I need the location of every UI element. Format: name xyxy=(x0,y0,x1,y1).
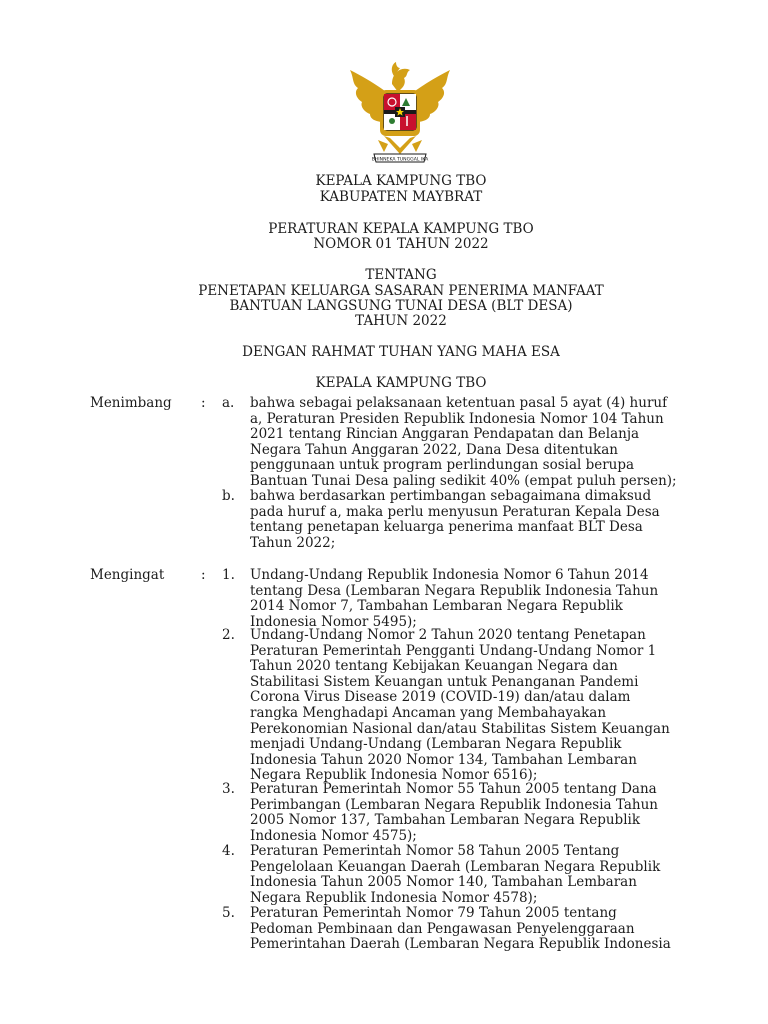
regulation-title: PERATURAN KEPALA KAMPUNG TBO xyxy=(268,221,534,237)
blessing-line: DENGAN RAHMAT TUHAN YANG MAHA ESA xyxy=(242,344,560,360)
item-marker: 4. xyxy=(222,843,235,859)
mengingat-label: Mengingat xyxy=(90,567,165,583)
item-marker: 3. xyxy=(222,781,235,797)
list-item: Peraturan Pemerintah Nomor 58 Tahun 2005 Tentang Pengelolaan Keuangan Daerah (Lembaran Negara Republik Indonesia Tahun 2005 Nomor 140, Tambahan Lembaran Negara Republik Indonesia Nomor 4578); xyxy=(250,843,661,906)
about-heading: TENTANG xyxy=(365,267,437,283)
item-marker: 1. xyxy=(222,567,235,583)
list-item: Peraturan Pemerintah Nomor 55 Tahun 2005 tentang Dana Perimbangan (Lembaran Negara Republik Indonesia Tahun 2005 Nomor 137, Tambahan Lembaran Negara Republik Indonesia Nomor 4575); xyxy=(250,781,658,844)
menimbang-label: Menimbang xyxy=(90,395,172,411)
institution-title: KEPALA KAMPUNG TBO xyxy=(315,173,487,189)
item-marker: 2. xyxy=(222,627,235,643)
ribbon-text: BHINNEKA TUNGGAL IKA xyxy=(371,157,429,163)
list-item: Undang-Undang Republik Indonesia Nomor 6 Tahun 2014 tentang Desa (Lembaran Negara Republik Indonesia Tahun 2014 Nomor 7, Tambahan Lembaran Negara Republik Indonesia Nomor 5495); xyxy=(250,567,659,630)
regulation-subject-line-2: BANTUAN LANGSUNG TUNAI DESA (BLT DESA) xyxy=(229,298,573,314)
colon-separator: : xyxy=(201,395,206,411)
regulation-number: NOMOR 01 TAHUN 2022 xyxy=(313,236,489,252)
list-item: bahwa berdasarkan pertimbangan sebagaimana dimaksud pada huruf a, maka perlu menyusun Peraturan Kepala Desa tentang penetapan keluarga penerima manfaat BLT Desa Tahun 2022; xyxy=(250,488,660,551)
item-marker: b. xyxy=(222,488,235,504)
regency-name: KABUPATEN MAYBRAT xyxy=(319,189,483,205)
list-item: Undang-Undang Nomor 2 Tahun 2020 tentang Penetapan Peraturan Pemerintah Pengganti Undang-Undang Nomor 1 Tahun 2020 tentang Kebijakan Keuangan Negara dan Stabilitasi Sistem Keuangan untuk Penanganan Pandemi Corona Virus Disease 2019 (COVID-19) dan/atau dalam rangka Menghadapi Ancaman yang Membahayakan Perekonomian Nasional dan/atau Stabilitas Sistem Keuangan menjadi Undang-Undang (Lembaran Negara Republik Indonesia Tahun 2020 Nomor 134, Tambahan Lembaran Negara Republik Indonesia Nomor 6516); xyxy=(250,627,670,784)
ribbon-banner xyxy=(372,154,429,163)
official-title: KEPALA KAMPUNG TBO xyxy=(315,375,487,391)
regulation-subject-line-1: PENETAPAN KELUARGA SASARAN PENERIMA MANFAAT xyxy=(198,283,604,299)
colon-separator: : xyxy=(201,567,206,583)
item-marker: a. xyxy=(222,395,235,411)
regulation-subject-line-3: TAHUN 2022 xyxy=(355,313,447,329)
shield-icon xyxy=(384,94,416,130)
garuda-pancasila-emblem xyxy=(344,58,456,168)
list-item: bahwa sebagai pelaksanaan ketentuan pasal 5 ayat (4) huruf a, Peraturan Presiden Republik Indonesia Nomor 104 Tahun 2021 tentang Rincian Anggaran Pendapatan dan Belanja Negara Tahun Anggaran 2022, Dana Desa ditentukan penggunaan untuk program perlindungan sosial berupa Bantuan Tunai Desa paling sedikit 40% (empat puluh persen); xyxy=(250,395,677,489)
list-item: Peraturan Pemerintah Nomor 79 Tahun 2005 tentang Pedoman Pembinaan dan Pengawasan Penyelenggaraan Pemerintahan Daerah (Lembaran Negara Republik Indonesia xyxy=(250,905,671,953)
item-marker: 5. xyxy=(222,905,235,921)
